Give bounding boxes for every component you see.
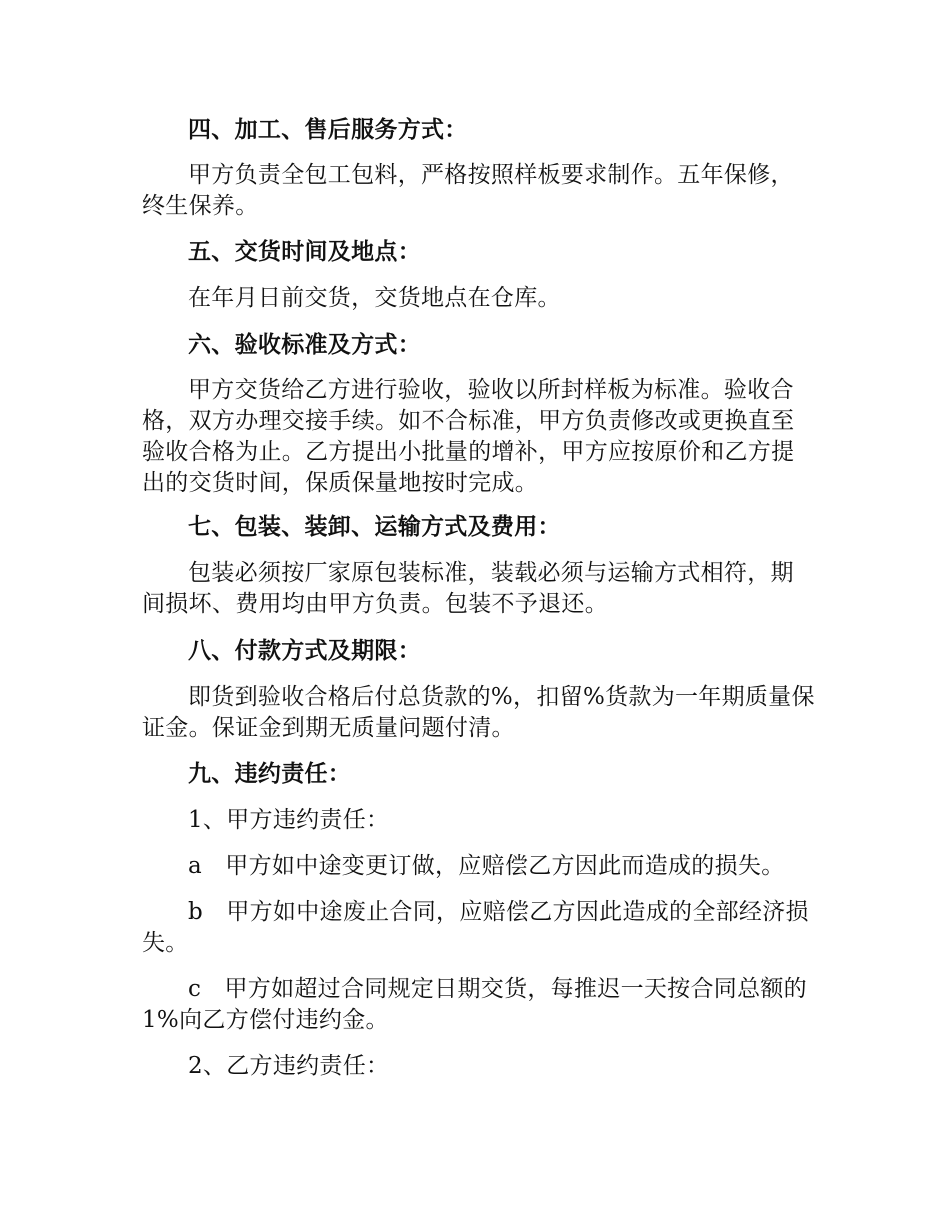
section-9-heading: 九、违约责任： [188,761,352,787]
section-9-item-c: c 甲方如超过合同规定日期交货，每推迟一天按合同总额的1%向乙方偿付违约金。 [142,976,807,1033]
section-9-item-a: a 甲方如中途变更订做，应赔偿乙方因此而造成的损失。 [188,853,785,879]
section-5-body: 在年月日前交货，交货地点在仓库。 [188,285,561,311]
section-6-heading: 六、验收标准及方式： [188,332,421,358]
section-9-item-2: 2、乙方违约责任： [188,1053,390,1079]
section-9-item-b: b 甲方如中途废止合同，应赔偿乙方因此造成的全部经济损失。 [142,899,809,956]
section-7-heading: 七、包装、装卸、运输方式及费用： [188,514,561,540]
section-8-heading: 八、付款方式及期限： [188,638,421,664]
section-4-body: 甲方负责全包工包料，严格按照样板要求制作。五年保修，终生保养。 [142,162,794,219]
section-6-body: 甲方交货给乙方进行验收，验收以所封样板为标准。验收合格，双方办理交接手续。如不合标准，甲方负责修改或更换直至验收合格为止。乙方提出小批量的增补，甲方应按原价和乙方提出的交货时间，保质保量地按时完成。 [142,377,795,496]
section-9-item-1: 1、甲方违约责任： [188,807,390,833]
section-4-heading: 四、加工、售后服务方式： [188,117,468,143]
section-5-heading: 五、交货时间及地点： [188,239,421,265]
section-8-body: 即货到验收合格后付总货款的%，扣留%货款为一年期质量保证金。保证金到期无质量问题付清。 [142,684,815,741]
section-7-body: 包装必须按厂家原包装标准，装载必须与运输方式相符，期间损坏、费用均由甲方负责。包装不予退还。 [142,560,794,617]
